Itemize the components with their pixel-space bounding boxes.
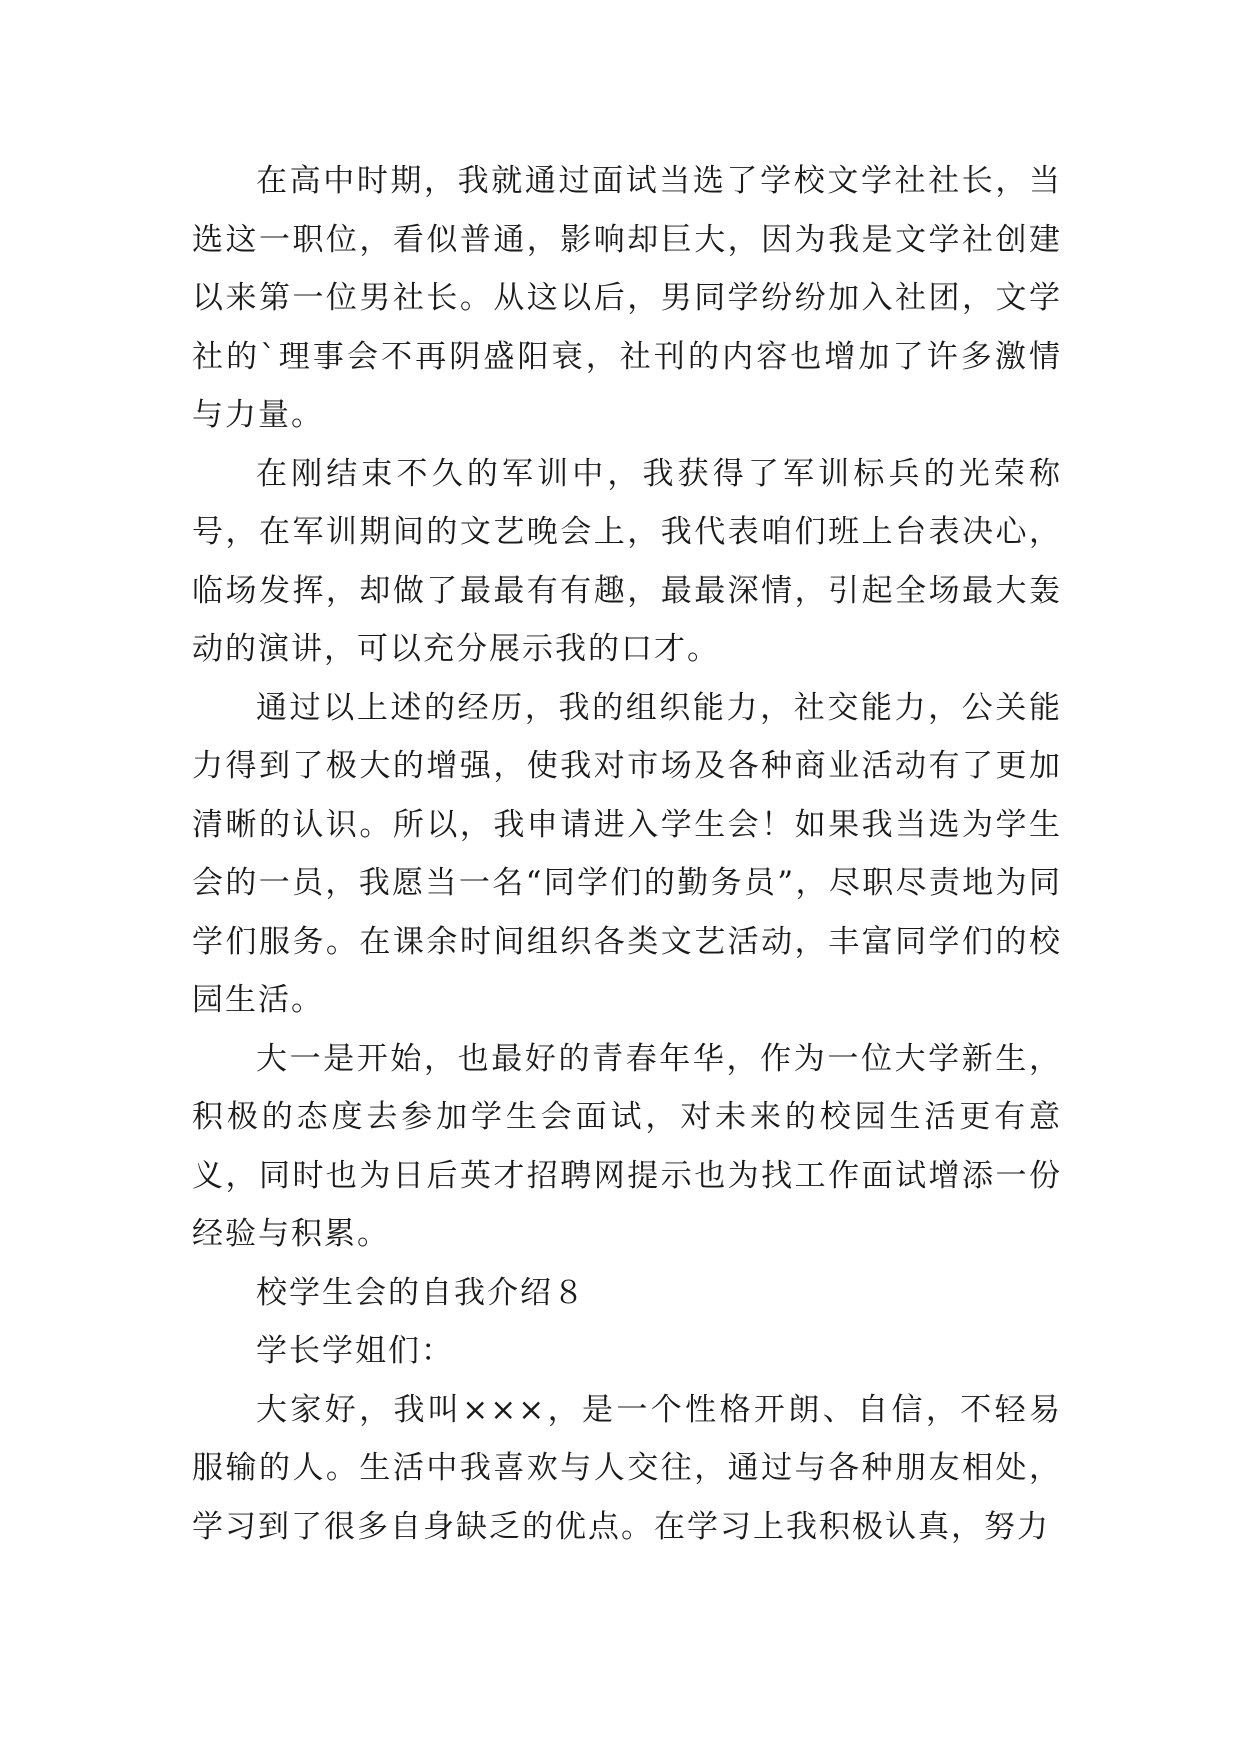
paragraph: 通过以上述的经历，我的组织能力，社交能力，公关能力得到了极大的增强，使我对市场及各种商业活动有了更加清晰的认识。所以，我申请进入学生会！如果我当选为学生会的一员，我愿当一名“同学们的勤务员”，尽职尽责地为同学们服务。在课余时间组织各类文艺活动，丰富同学们的校园生活。 xyxy=(192,689,1062,1018)
paragraph: 大一是开始，也最好的青春年华，作为一位大学新生，积极的态度去参加学生会面试，对未来的校园生活更有意义，同时也为日后英才招聘网提示也为找工作面试增添一份经验与积累。 xyxy=(192,1040,1062,1252)
salutation: 学长学姐们： xyxy=(256,1333,454,1369)
paragraph: 在高中时期，我就通过面试当选了学校文学社社长，当选这一职位，看似普通，影响却巨大，因为我是文学社创建以来第一位男社长。从这以后，男同学纷纷加入社团，文学社的`理事会不再阴盛阳衰，社刊的内容也增加了许多激情与力量。 xyxy=(192,163,1062,433)
section-heading: 校学生会的自我介绍８ xyxy=(256,1274,586,1311)
paragraph: 在刚结束不久的军训中，我获得了军训标兵的光荣称号，在军训期间的文艺晚会上，我代表咱们班上台表决心，临场发挥，却做了最最有有趣，最最深情，引起全场最大轰动的演讲，可以充分展示我的口才。 xyxy=(192,455,1062,667)
document-body xyxy=(192,152,1062,1556)
paragraph: 大家好，我叫×××，是一个性格开朗、自信，不轻易服输的人。生活中我喜欢与人交往，通过与各种朋友相处，学习到了很多自身缺乏的优点。在学习上我积极认真，努力 xyxy=(192,1391,1062,1545)
